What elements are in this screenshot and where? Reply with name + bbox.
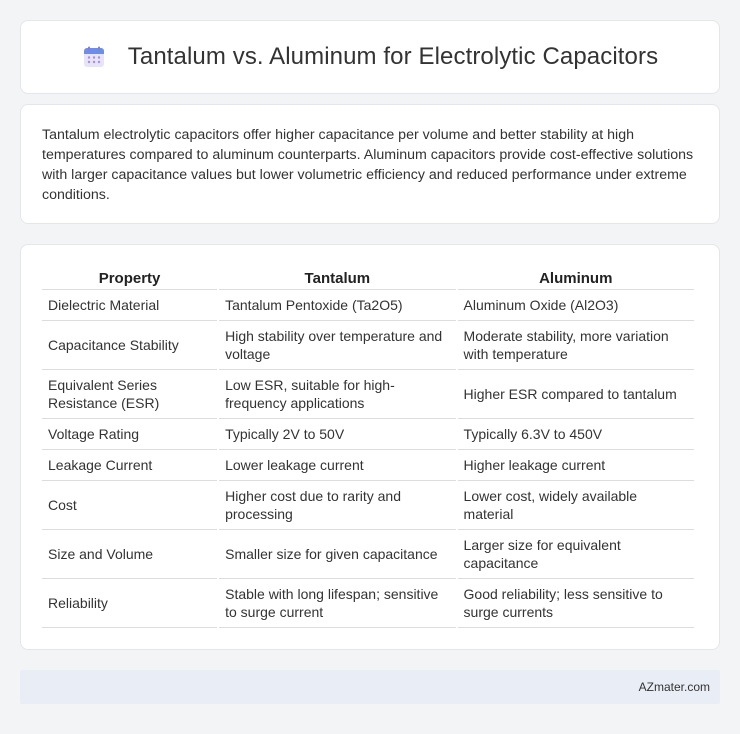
cell-aluminum: Typically 6.3V to 450V [458,419,694,450]
cell-tantalum: Typically 2V to 50V [219,419,455,450]
table-row [42,530,694,579]
cell-property: Size and Volume [42,530,217,579]
table-header-row [42,265,694,290]
cell-tantalum: Higher cost due to rarity and processing [219,481,455,530]
comparison-table [40,265,696,628]
cell-tantalum: Lower leakage current [219,450,455,481]
cell-tantalum: High stability over temperature and voltage [219,321,455,370]
page-title: Tantalum vs. Aluminum for Electrolytic Capacitors [127,43,659,70]
cell-property: Equivalent Series Resistance (ESR) [42,370,217,419]
intro-paragraph: Tantalum electrolytic capacitors offer higher capacitance per volume and better stability at high temperatures compared to aluminum counterparts. Aluminum capacitors provide cost-effective solutions with larger capacitance values but lower volumetric efficiency and reduced performance under extreme conditions. [42,127,694,203]
table-row [42,419,694,450]
cell-property: Dielectric Material [42,290,217,321]
intro-card [20,104,720,224]
cell-aluminum: Aluminum Oxide (Al2O3) [458,290,694,321]
cell-property: Capacitance Stability [42,321,217,370]
cell-tantalum: Smaller size for given capacitance [219,530,455,579]
cell-property: Reliability [42,579,217,628]
title-card [20,20,720,94]
table-row [42,290,694,321]
header-tantalum: Tantalum [219,265,455,290]
cell-property: Voltage Rating [42,419,217,450]
comparison-table-card [20,244,720,650]
cell-aluminum: Larger size for equivalent capacitance [458,530,694,579]
cell-property: Leakage Current [42,450,217,481]
cell-aluminum: Lower cost, widely available material [458,481,694,530]
footer-brand[interactable]: AZmater.com [638,680,710,694]
header-property: Property [42,265,217,290]
cell-aluminum: Moderate stability, more variation with temperature [458,321,694,370]
cell-aluminum: Higher ESR compared to tantalum [458,370,694,419]
table-row [42,481,694,530]
table-row [42,321,694,370]
table-row [42,370,694,419]
footer-bar [20,670,720,704]
header-aluminum: Aluminum [458,265,694,290]
cell-aluminum: Higher leakage current [458,450,694,481]
table-row [42,579,694,628]
cell-tantalum: Low ESR, suitable for high-frequency applications [219,370,455,419]
table-row [42,450,694,481]
cell-tantalum: Tantalum Pentoxide (Ta2O5) [219,290,455,321]
cell-tantalum: Stable with long lifespan; sensitive to surge current [219,579,455,628]
cell-aluminum: Good reliability; less sensitive to surge currents [458,579,694,628]
cell-property: Cost [42,481,217,530]
calendar-icon [82,45,106,69]
